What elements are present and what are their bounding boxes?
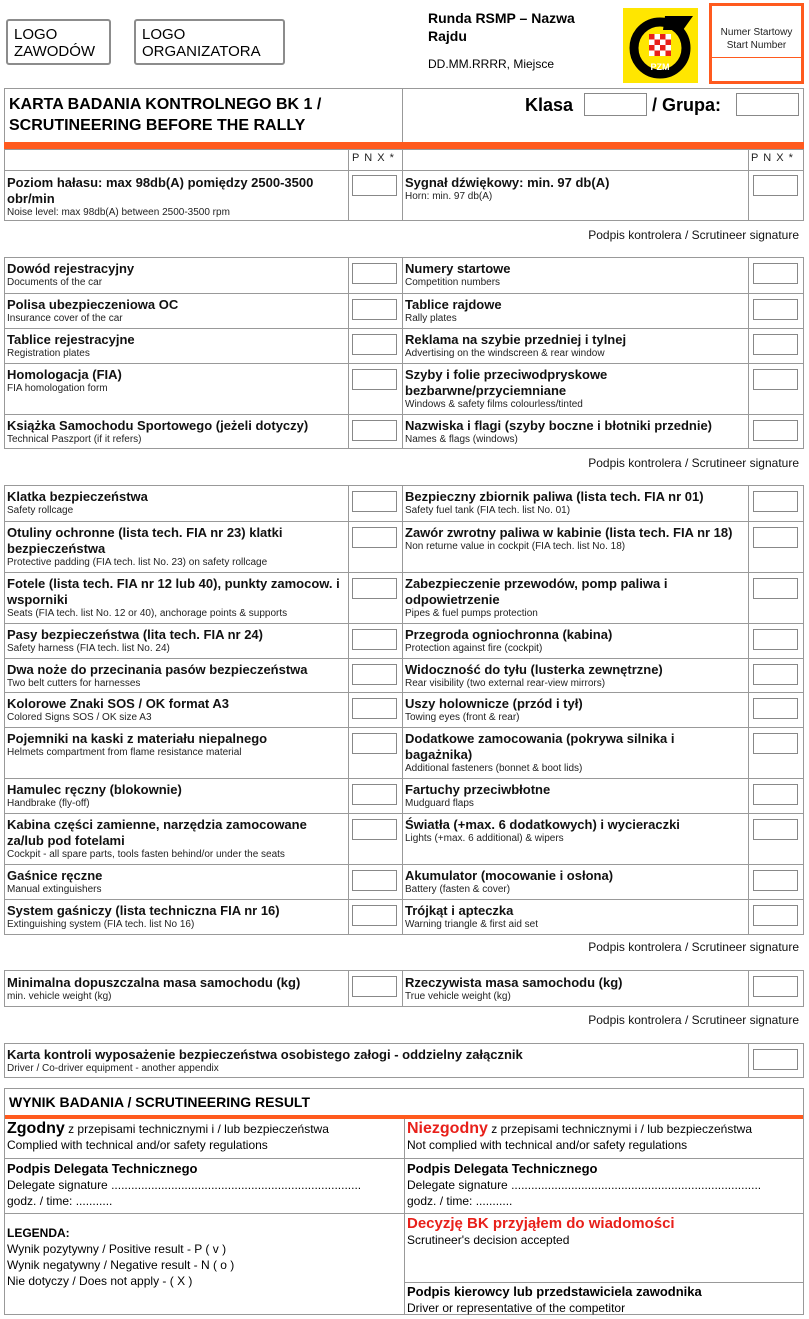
document-row bbox=[5, 258, 803, 293]
safety-label-left: Kabina części zamienne, narzędzia zamocowane za/lub pod fotelami bbox=[7, 817, 307, 848]
document-label-left: Tablice rejestracyjne bbox=[7, 332, 135, 347]
safety-label-right: Akumulator (mocowanie i osłona) bbox=[405, 868, 614, 883]
safety-label-right: Przegroda ogniochronna (kabina) bbox=[405, 627, 613, 642]
signature-2: Podpis kontrolera / Scrutineer signature bbox=[588, 456, 799, 470]
safety-sub-right: Protection against fire (cockpit) bbox=[405, 643, 543, 654]
document-label-right: Reklama na szybie przedniej i tylnej bbox=[405, 332, 627, 347]
safety-sub-left: Extinguishing system (FIA tech. list No 16) bbox=[7, 919, 195, 930]
safety-check-left[interactable] bbox=[352, 578, 397, 599]
document-label-left: Książka Samochodu Sportowego (jeżeli dotyczy) bbox=[7, 418, 309, 433]
true-weight-field[interactable] bbox=[753, 976, 798, 997]
safety-check-left[interactable] bbox=[352, 698, 397, 719]
delegate-sig-line-right: Delegate signature ........................................................................... bbox=[407, 1178, 762, 1192]
true-weight-sub: True vehicle weight (kg) bbox=[405, 991, 511, 1002]
safety-sub-right: Additional fasteners (bonnet & boot lids) bbox=[405, 763, 583, 774]
safety-check-left[interactable] bbox=[352, 819, 397, 840]
signature-1: Podpis kontrolera / Scrutineer signature bbox=[588, 228, 799, 242]
document-label-right: Nazwiska i flagi (szyby boczne i błotniki przednie) bbox=[405, 418, 713, 433]
rally-title: Runda RSMP – Nazwa Rajdu bbox=[428, 10, 575, 44]
safety-check-left[interactable] bbox=[352, 784, 397, 805]
document-check-left[interactable] bbox=[352, 334, 397, 355]
noise-level-check[interactable] bbox=[352, 175, 397, 196]
safety-check-right[interactable] bbox=[753, 527, 798, 548]
signature-4: Podpis kontrolera / Scrutineer signature bbox=[588, 1013, 799, 1027]
legend bbox=[7, 1225, 402, 1289]
legend-na: Nie dotyczy / Does not apply - ( X ) bbox=[7, 1274, 193, 1288]
safety-row bbox=[5, 692, 803, 727]
horn-sub: Horn: min. 97 db(A) bbox=[405, 191, 493, 202]
min-weight-label: Minimalna dopuszczalna masa samochodu (kg) bbox=[7, 975, 301, 990]
event-logo-text: LOGO ZAWODÓW bbox=[14, 26, 96, 60]
safety-row bbox=[5, 864, 803, 899]
safety-sub-left: Safety rollcage bbox=[7, 505, 74, 516]
documents-section bbox=[4, 257, 804, 449]
document-sub-right: Rally plates bbox=[405, 313, 457, 324]
document-row bbox=[5, 293, 803, 328]
document-sub-right: Competition numbers bbox=[405, 277, 501, 288]
document-sub-left: Technical Paszport (if it refers) bbox=[7, 434, 142, 445]
card-header bbox=[4, 88, 804, 144]
safety-label-right: Światła (+max. 6 dodatkowych) i wycieraczki bbox=[405, 817, 680, 832]
document-sub-right: Advertising on the windscreen & rear window bbox=[405, 348, 605, 359]
safety-row bbox=[5, 899, 803, 934]
pzm-logo bbox=[623, 8, 698, 83]
safety-label-right: Bezpieczny zbiornik paliwa (lista tech. FIA nr 01) bbox=[405, 489, 704, 504]
safety-sub-right: Safety fuel tank (FIA tech. list No. 01) bbox=[405, 505, 571, 516]
safety-sub-left: Helmets compartment from flame resistance material bbox=[7, 747, 242, 758]
complied-label: Zgodny bbox=[7, 1120, 65, 1137]
not-complied-text: z przepisami technicznymi i / lub bezpieczeństwa bbox=[487, 1122, 753, 1136]
safety-label-left: Gaśnice ręczne bbox=[7, 868, 103, 883]
safety-label-right: Zabezpieczenie przewodów, pomp paliwa i odpowietrzenie bbox=[405, 576, 668, 607]
start-number-box[interactable] bbox=[709, 3, 804, 84]
safety-label-left: Pojemniki na kaski z materiału niepalnego bbox=[7, 731, 268, 746]
safety-sub-right: Non returne value in cockpit (FIA tech. list No. 18) bbox=[405, 541, 626, 552]
safety-sub-left: Two belt cutters for harnesses bbox=[7, 678, 141, 689]
safety-sub-right: Rear visibility (two external rear-view mirrors) bbox=[405, 678, 606, 689]
safety-sub-left: Colored Signs SOS / OK size A3 bbox=[7, 712, 152, 723]
safety-sub-left: Safety harness (FIA tech. list No. 24) bbox=[7, 643, 170, 654]
noise-level-sub: Noise level: max 98db(A) between 2500-3500 rpm bbox=[7, 207, 230, 218]
document-check-right[interactable] bbox=[753, 263, 798, 284]
document-sub-left: Insurance cover of the car bbox=[7, 313, 123, 324]
document-label-left: Homologacja (FIA) bbox=[7, 367, 122, 382]
legend-positive: Wynik pozytywny / Positive result - P ( v ) bbox=[7, 1242, 227, 1256]
result-section bbox=[4, 1088, 804, 1315]
signature-3: Podpis kontrolera / Scrutineer signature bbox=[588, 940, 799, 954]
driver-sig-en: Driver or representative of the competitor bbox=[407, 1301, 626, 1315]
safety-check-right[interactable] bbox=[753, 664, 798, 685]
result-title: WYNIK BADANIA / SCRUTINEERING RESULT bbox=[9, 1094, 310, 1110]
safety-check-right[interactable] bbox=[753, 698, 798, 719]
safety-label-left: System gaśniczy (lista techniczna FIA nr 16) bbox=[7, 903, 280, 918]
safety-sub-left: Manual extinguishers bbox=[7, 884, 102, 895]
safety-label-left: Otuliny ochronne (lista tech. FIA nr 23) klatki bezpieczeństwa bbox=[7, 525, 283, 556]
safety-check-left[interactable] bbox=[352, 870, 397, 891]
decision-en: Scrutineer's decision accepted bbox=[407, 1233, 570, 1247]
safety-check-left[interactable] bbox=[352, 733, 397, 754]
delegate-time-right: godz. / time: ........... bbox=[407, 1194, 513, 1208]
document-sub-right: Windows & safety films colourless/tinted bbox=[405, 399, 583, 410]
pnx-header-left: P N X * bbox=[352, 152, 395, 164]
not-complied-en: Not complied with technical and/or safety regulations bbox=[407, 1138, 688, 1152]
safety-row bbox=[5, 727, 803, 778]
safety-sub-right: Warning triangle & first aid set bbox=[405, 919, 539, 930]
safety-check-left[interactable] bbox=[352, 527, 397, 548]
safety-check-right[interactable] bbox=[753, 784, 798, 805]
document-check-right[interactable] bbox=[753, 369, 798, 390]
safety-section bbox=[4, 485, 804, 935]
pnx-header-right: P N X * bbox=[751, 152, 794, 164]
document-sub-left: Documents of the car bbox=[7, 277, 103, 288]
driver-signature[interactable] bbox=[407, 1284, 802, 1316]
safety-check-right[interactable] bbox=[753, 905, 798, 926]
safety-check-right[interactable] bbox=[753, 733, 798, 754]
document-label-right: Numery startowe bbox=[405, 261, 511, 276]
horn-check[interactable] bbox=[753, 175, 798, 196]
safety-row bbox=[5, 623, 803, 658]
document-label-left: Polisa ubezpieczeniowa OC bbox=[7, 297, 179, 312]
horn-label: Sygnał dźwiękowy: min. 97 db(A) bbox=[405, 175, 610, 190]
decision-block bbox=[407, 1215, 802, 1248]
delegate-time-left: godz. / time: ........... bbox=[7, 1194, 113, 1208]
complied-text: z przepisami technicznymi i / lub bezpieczeństwa bbox=[64, 1122, 329, 1136]
safety-label-right: Fartuchy przeciwbłotne bbox=[405, 782, 551, 797]
safety-sub-right: Battery (fasten & cover) bbox=[405, 884, 511, 895]
delegate-title-right: Podpis Delegata Technicznego bbox=[407, 1161, 598, 1176]
event-logo bbox=[6, 19, 111, 65]
document-label-right: Tablice rajdowe bbox=[405, 297, 502, 312]
crew-section bbox=[4, 1043, 804, 1078]
safety-sub-left: Handbrake (fly-off) bbox=[7, 798, 90, 809]
not-complied-label: Niezgodny bbox=[407, 1120, 488, 1137]
noise-section bbox=[4, 149, 804, 221]
safety-check-left[interactable] bbox=[352, 491, 397, 512]
safety-check-left[interactable] bbox=[352, 629, 397, 650]
driver-sig-title: Podpis kierowcy lub przedstawiciela zawodnika bbox=[407, 1284, 702, 1299]
safety-check-right[interactable] bbox=[753, 578, 798, 599]
legend-title: LEGENDA: bbox=[7, 1226, 70, 1240]
safety-label-right: Widoczność do tyłu (lusterka zewnętrzne) bbox=[405, 662, 663, 677]
crew-equipment-sub: Driver / Co-driver equipment - another appendix bbox=[7, 1063, 219, 1074]
card-title: KARTA BADANIA KONTROLNEGO BK 1 / SCRUTINEERING BEFORE THE RALLY bbox=[9, 96, 322, 134]
crew-equipment-label: Karta kontroli wyposażenie bezpieczeństwa osobistego załogi - oddzielny załącznik bbox=[7, 1047, 523, 1062]
safety-label-left: Hamulec ręczny (blokownie) bbox=[7, 782, 182, 797]
document-sub-right: Names & flags (windows) bbox=[405, 434, 518, 445]
true-weight-label: Rzeczywista masa samochodu (kg) bbox=[405, 975, 623, 990]
document-check-right[interactable] bbox=[753, 334, 798, 355]
delegate-signature-right[interactable] bbox=[407, 1161, 802, 1209]
document-sub-left: FIA homologation form bbox=[7, 383, 108, 394]
safety-label-right: Trójkąt i apteczka bbox=[405, 903, 514, 918]
document-row bbox=[5, 414, 803, 449]
complied-block bbox=[7, 1121, 402, 1153]
class-field[interactable] bbox=[584, 93, 647, 116]
delegate-signature-left[interactable] bbox=[7, 1161, 402, 1209]
safety-row bbox=[5, 813, 803, 864]
document-label-left: Dowód rejestracyjny bbox=[7, 261, 135, 276]
safety-label-left: Pasy bezpieczeństwa (lita tech. FIA nr 24) bbox=[7, 627, 263, 642]
safety-check-right[interactable] bbox=[753, 629, 798, 650]
organizer-logo bbox=[134, 19, 285, 65]
safety-sub-left: Cockpit - all spare parts, tools fasten behind/or under the seats bbox=[7, 849, 285, 860]
safety-check-right[interactable] bbox=[753, 870, 798, 891]
safety-check-left[interactable] bbox=[352, 905, 397, 926]
document-sub-left: Registration plates bbox=[7, 348, 90, 359]
min-weight-field[interactable] bbox=[352, 976, 397, 997]
safety-sub-right: Mudguard flaps bbox=[405, 798, 474, 809]
safety-sub-right: Pipes & fuel pumps protection bbox=[405, 608, 538, 619]
complied-en: Complied with technical and/or safety regulations bbox=[7, 1138, 268, 1152]
safety-sub-right: Lights (+max. 6 additional) & wipers bbox=[405, 833, 564, 844]
safety-row bbox=[5, 521, 803, 572]
weight-section bbox=[4, 970, 804, 1007]
legend-negative: Wynik negatywny / Negative result - N ( o ) bbox=[7, 1258, 235, 1272]
safety-sub-left: Seats (FIA tech. list No. 12 or 40), anchorage points & supports bbox=[7, 608, 288, 619]
document-check-left[interactable] bbox=[352, 420, 397, 441]
not-complied-block bbox=[407, 1121, 802, 1153]
min-weight-sub: min. vehicle weight (kg) bbox=[7, 991, 112, 1002]
header-divider bbox=[4, 142, 804, 149]
safety-label-left: Fotele (lista tech. FIA nr 12 lub 40), punkty zamocow. i wsporniki bbox=[7, 576, 340, 607]
decision-title: Decyzję BK przyjąłem do wiadomości bbox=[407, 1215, 675, 1232]
safety-row bbox=[5, 572, 803, 623]
group-field[interactable] bbox=[736, 93, 799, 116]
safety-label-right: Uszy holownicze (przód i tył) bbox=[405, 696, 583, 711]
safety-check-left[interactable] bbox=[352, 664, 397, 685]
document-check-right[interactable] bbox=[753, 299, 798, 320]
safety-sub-right: Towing eyes (front & rear) bbox=[405, 712, 520, 723]
document-check-right[interactable] bbox=[753, 420, 798, 441]
safety-row bbox=[5, 778, 803, 813]
safety-sub-left: Protective padding (FIA tech. list No. 23) on safety rollcage bbox=[7, 557, 268, 568]
delegate-sig-line-left: Delegate signature ........................................................................... bbox=[7, 1178, 362, 1192]
group-label: / Grupa: bbox=[652, 95, 722, 115]
safety-check-right[interactable] bbox=[753, 819, 798, 840]
class-label: Klasa bbox=[525, 95, 574, 115]
safety-label-right: Zawór zwrotny paliwa w kabinie (lista tech. FIA nr 18) bbox=[405, 525, 733, 540]
noise-level-label: Poziom hałasu: max 98db(A) pomiędzy 2500-3500 obr/min bbox=[7, 175, 314, 206]
safety-row bbox=[5, 658, 803, 692]
document-check-left[interactable] bbox=[352, 263, 397, 284]
document-check-left[interactable] bbox=[352, 369, 397, 390]
date-place: DD.MM.RRRR, Miejsce bbox=[428, 57, 554, 71]
safety-label-left: Dwa noże do przecinania pasów bezpieczeństwa bbox=[7, 662, 308, 677]
safety-label-left: Kolorowe Znaki SOS / OK format A3 bbox=[7, 696, 229, 711]
organizer-logo-text: LOGO ORGANIZATORA bbox=[142, 26, 261, 60]
safety-label-right: Dodatkowe zamocowania (pokrywa silnika i bagażnika) bbox=[405, 731, 675, 762]
safety-label-left: Klatka bezpieczeństwa bbox=[7, 489, 148, 504]
document-row bbox=[5, 363, 803, 414]
pzm-logo-icon bbox=[623, 8, 698, 83]
svg-text:PZM: PZM bbox=[650, 62, 670, 72]
document-row bbox=[5, 328, 803, 363]
safety-row bbox=[5, 486, 803, 521]
start-number-label: Numer Startowy Start Number bbox=[720, 27, 793, 51]
safety-check-right[interactable] bbox=[753, 491, 798, 512]
delegate-title-left: Podpis Delegata Technicznego bbox=[7, 1161, 198, 1176]
document-label-right: Szyby i folie przeciwodpryskowe bezbarwne/przyciemniane bbox=[405, 367, 608, 398]
crew-equipment-check[interactable] bbox=[753, 1049, 798, 1070]
document-check-left[interactable] bbox=[352, 299, 397, 320]
